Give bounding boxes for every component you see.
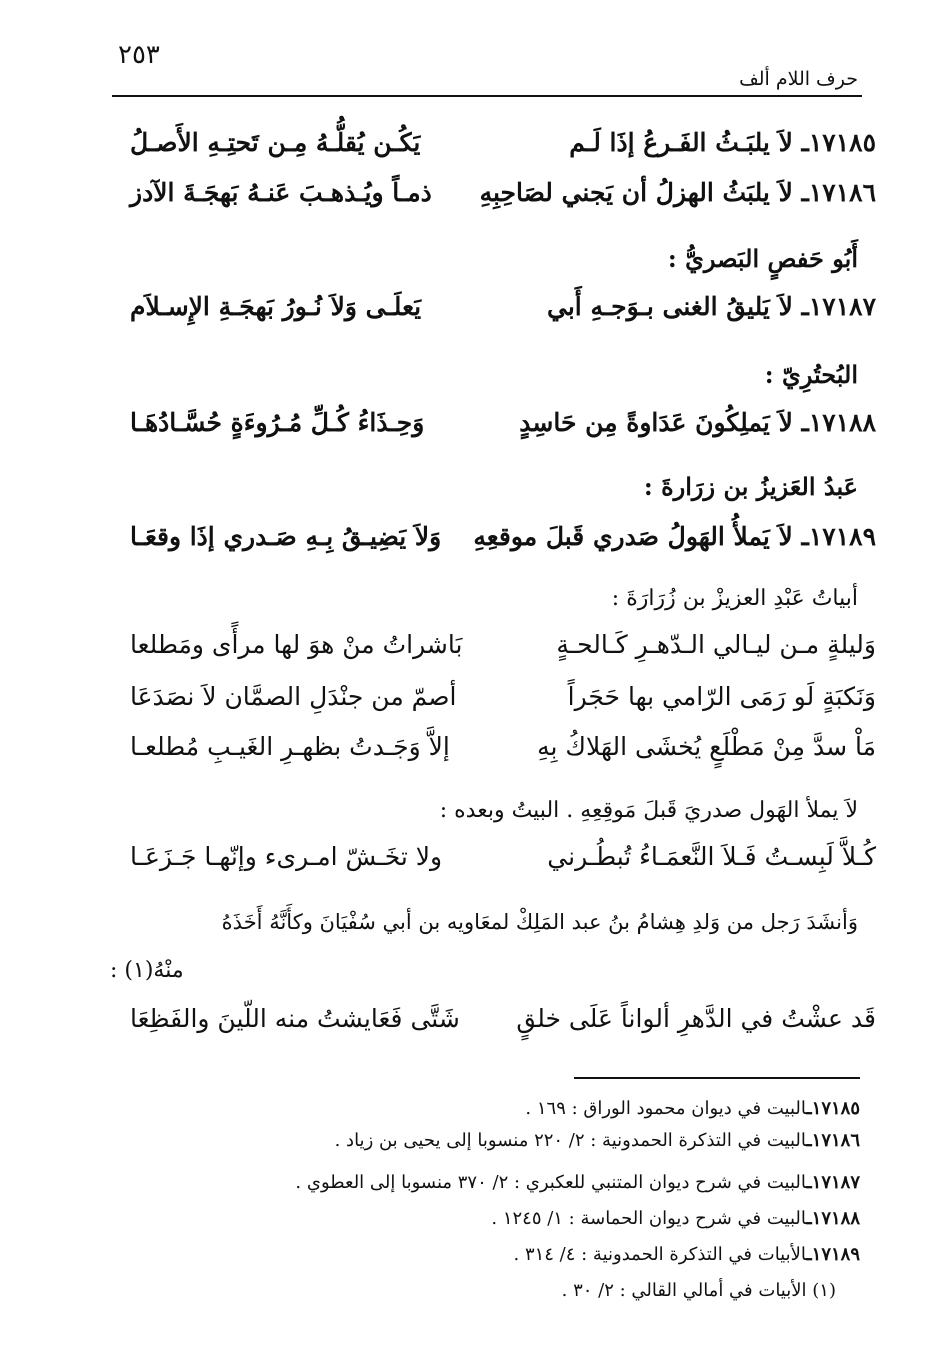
verse-second-hemistich: يَعلَـى وَلاَ نُـورُ بَهجَـةِ الإِسـلاَم	[130, 292, 422, 321]
verse-row	[110, 1004, 876, 1044]
verse-first-hemistich: ١٧١٨٩ـ لاَ يَملأُ الهَولُ صَدري قَبلَ موقعِهِ	[473, 522, 876, 551]
verse-first-hemistich: ١٧١٨٦ـ لاَ يلبَثُ الهزلُ أن يَجني لصَاحِبِهِ	[479, 178, 876, 207]
verse-row	[110, 682, 876, 722]
verse-first-hemistich: ١٧١٨٨ـ لاَ يَملِكُونَ عَدَاوةً مِن حَاسِدٍ	[519, 408, 876, 437]
poet-label: البُحتُرِيّ :	[764, 360, 858, 389]
verse-second-hemistich: أصمّ من جنْدَلِ الصمَّان لاَ نصَدَعَا	[130, 682, 457, 711]
footnote-number: (١)	[812, 1280, 836, 1301]
page-number: ٢٥٣	[118, 40, 160, 70]
verse-right-text: لاَ يَملِكُونَ عَدَاوةً مِن حَاسِدٍ	[519, 408, 793, 437]
footnote	[491, 1208, 860, 1229]
verse-row	[110, 630, 876, 670]
footnote-number: ١٧١٨٧ـ	[806, 1172, 860, 1193]
verse-first-hemistich: ١٧١٨٧ـ لاَ يَليقُ الغنى بـوَجـهِ أَبي	[547, 292, 876, 321]
verse-row	[110, 522, 876, 562]
verse-first-hemistich: كُـلاَّ لَبِسـتُ فَـلاَ النَّعمَـاءُ تُبطُـرني	[547, 842, 876, 871]
verse-number: ١٧١٨٨	[808, 408, 876, 437]
abyat-heading: أبياتُ عَبْدِ العزيزْ بن زُرَارَةَ :	[611, 586, 858, 611]
verse-second-hemistich: إلاَّ وَجَـدتُ بظهـرِ الغَيـبِ مُطلعـا	[130, 732, 450, 761]
header-rule	[112, 95, 862, 97]
verse-first-hemistich: وَليلةٍ مـن ليـالي الـدّهـرِ كَـالحـةٍ	[556, 630, 876, 659]
footnote-text: البيت في شرح ديوان الحماسة : ١/ ١٢٤٥ .	[491, 1208, 807, 1229]
footnote	[513, 1244, 860, 1265]
verse-second-hemistich: وَلاَ يَضِيـقُ بِـهِ صَـدري إذَا وقعَـا	[130, 522, 442, 551]
verse-row	[110, 178, 876, 218]
verse-second-hemistich: ولا تخَـشّ امـرىء وإنّهـا جَـزَعَـا	[130, 842, 443, 871]
verse-right-text: لاَ يَملأُ الهَولُ صَدري قَبلَ موقعِهِ	[473, 522, 793, 551]
note-line: لاَ يملأ الهَول صدريَ قَبلَ مَوقِعِهِ . البيتُ وبعده :	[439, 798, 858, 823]
verse-second-hemistich: شَتَّى فَعَايشتُ منه اللّينَ والفَظِعَا	[130, 1004, 460, 1033]
footnote-text: الأبيات في أمالي القالي : ٢/ ٣٠ .	[561, 1280, 807, 1301]
footnote-text: الأبيات في التذكرة الحمدونية : ٤/ ٣١٤ .	[513, 1244, 807, 1265]
verse-second-hemistich: وَحِـذَاءُ كُـلِّ مُـرُوءَةٍ حُسَّـادُهَـا	[130, 408, 425, 437]
footnote-text: البيت في شرح ديوان المتنبي للعكبري : ٢/ ٣٧٠ منسوبا إلى العطوي .	[295, 1172, 807, 1193]
verse-number: ١٧١٨٧	[808, 292, 876, 321]
footnote-number: ١٧١٨٦ـ	[806, 1130, 860, 1151]
verse-first-hemistich: قَد عشْتُ في الدَّهرِ ألواناً عَلَى خلقٍ	[516, 1004, 876, 1033]
verse-row	[110, 732, 876, 772]
verse-row	[110, 408, 876, 448]
footnote-text: البيت في ديوان محمود الوراق : ١٦٩ .	[525, 1098, 807, 1119]
footnote	[562, 1280, 836, 1301]
footnote	[295, 1172, 860, 1193]
footnote-number: ١٧١٨٨ـ	[806, 1208, 860, 1229]
footnote-number: ١٧١٨٩ـ	[806, 1244, 860, 1265]
verse-first-hemistich: وَنَكبَةٍ لَو رَمَى الرّامي بها حَجَراً	[567, 682, 876, 711]
verse-first-hemistich: مَاْ سدَّ مِنْ مَطْلَعٍ يُخشَى الهَلاكُ بِهِ	[537, 732, 876, 761]
poet-label: عَبدُ العَزيزُ بن زرَارةَ :	[643, 472, 858, 501]
verse-second-hemistich: ذمـاً ويُـذهـبَ عَنـهُ بَهجَـةَ الآدز	[130, 178, 432, 207]
verse-row	[110, 292, 876, 332]
verse-first-hemistich: ١٧١٨٥ـ لاَ يلبَـثُ الفَـرعُ إذَا لَـم	[569, 128, 876, 157]
verse-row	[110, 842, 876, 882]
footnote-number: ١٧١٨٥ـ	[806, 1098, 860, 1119]
verse-row	[110, 128, 876, 168]
verse-right-text: لاَ يَليقُ الغنى بـوَجـهِ أَبي	[547, 292, 793, 321]
verse-second-hemistich: يَكُـن يُقلُّـهُ مِـن تَحتِـهِ الأَصـلُ	[130, 128, 421, 157]
footnote	[525, 1098, 860, 1119]
verse-second-hemistich: بَاشراتُ منْ هوَ لها مرأًى ومَطلعا	[130, 630, 463, 659]
prose-line-continued: منْهُ(١) :	[110, 958, 184, 983]
prose-line: وَأنشَدَ رَجل من وَلدِ هِشامُ بنُ عبد المَلِكْ لمعَاويه بن أبي سُفْيَانَ وكأَنَّهُ أَخَذَهُ	[221, 910, 858, 934]
verse-right-text: لاَ يلبَـثُ الفَـرعُ إذَا لَـم	[569, 128, 793, 157]
footnote	[335, 1130, 860, 1151]
verse-number: ١٧١٨٥	[808, 128, 876, 157]
running-head: حرف اللام ألف	[739, 68, 858, 90]
verse-right-text: لاَ يلبَثُ الهزلُ أن يَجني لصَاحِبِهِ	[479, 178, 793, 207]
poet-label: أَبُو حَفصٍ البَصريُّ :	[667, 244, 858, 273]
verse-number: ١٧١٨٦	[808, 178, 876, 207]
verse-number: ١٧١٨٩	[808, 522, 876, 551]
footnote-text: البيت في التذكرة الحمدونية : ٢/ ٢٢٠ منسوبا إلى يحيى بن زياد .	[334, 1130, 807, 1151]
footnote-rule	[574, 1077, 860, 1079]
